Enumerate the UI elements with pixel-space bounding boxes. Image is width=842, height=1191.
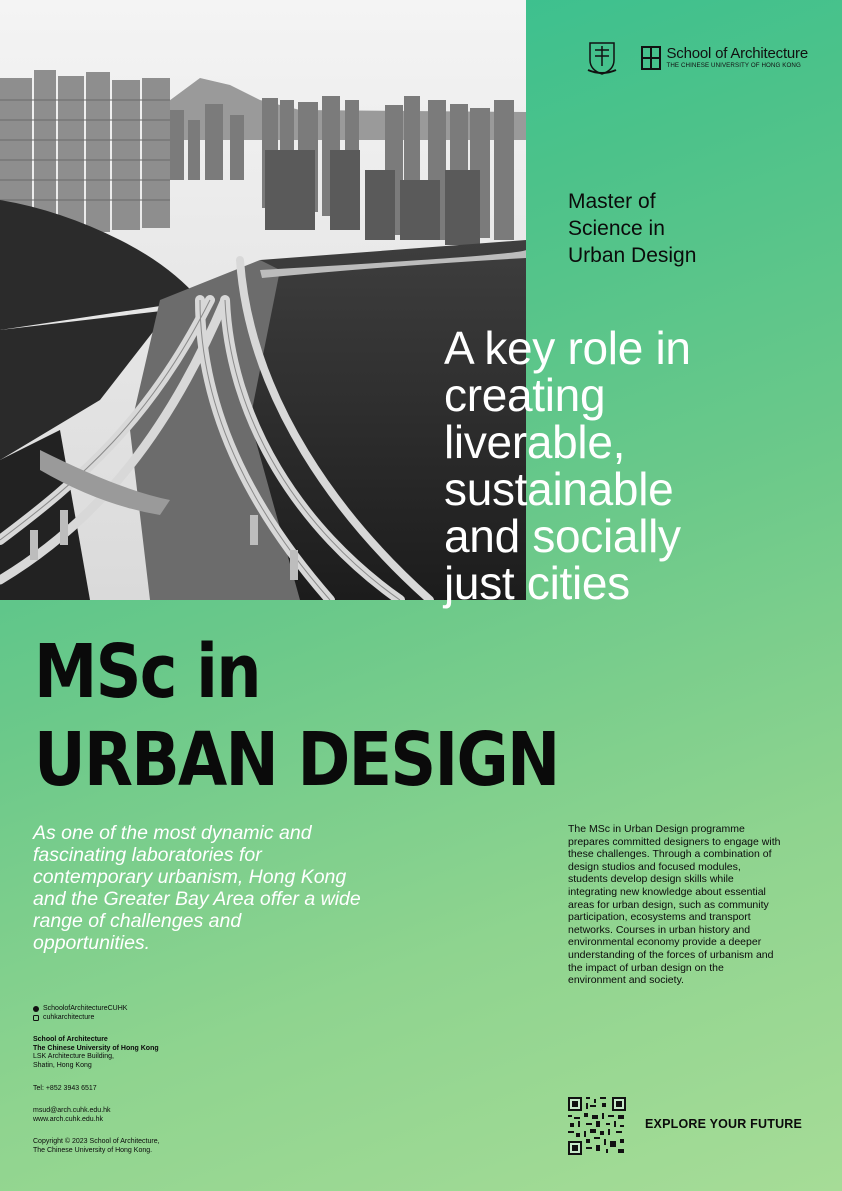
programme-name-line: Urban Design [568, 244, 697, 267]
intro-text: As one of the most dynamic and fascinating laboratories for contemporary urbanism, Hong Kong and the Greater Bay Area offer a wide range of challenges and opportunities. [33, 822, 361, 954]
tagline-line: just cities [444, 557, 630, 609]
tagline [444, 322, 842, 609]
qr-code-icon[interactable] [568, 1097, 626, 1155]
website-link[interactable]: www.arch.cuhk.edu.hk [33, 1115, 104, 1123]
header-logos [587, 40, 808, 76]
explore-cta[interactable]: EXPLORE YOUR FUTURE [645, 1117, 803, 1131]
instagram-link[interactable] [33, 1014, 273, 1023]
headline-line: MSc in [34, 629, 260, 715]
instagram-icon [33, 1015, 39, 1021]
facebook-icon [33, 1006, 39, 1012]
school-logo-subtitle: THE CHINESE UNIVERSITY OF HONG KONG [666, 62, 801, 70]
headline [34, 628, 559, 804]
copyright: The Chinese University of Hong Kong. [33, 1146, 153, 1154]
copyright: Copyright © 2023 School of Architecture, [33, 1138, 160, 1146]
email-link[interactable]: msud@arch.cuhk.edu.hk [33, 1107, 111, 1115]
programme-description: The MSc in Urban Design programme prepares committed designers to engage with these challenges. Through a combination of design studios and focused modules, students develop design skills while integrating new knowledge about essential areas for urban design, such as community participation, ecosystems and transport networks. Courses in urban history and environmental economy provide a deeper understanding of the forces of urbanism and the impact of urban design on the environment and society. [568, 823, 781, 987]
school-logo [641, 46, 808, 70]
tagline-line: sustainable [444, 463, 674, 515]
tagline-line: creating [444, 369, 606, 421]
tagline-line: A key role in [444, 322, 691, 374]
org-name: School of Architecture [33, 1036, 108, 1044]
address-line: LSK Architecture Building, [33, 1053, 114, 1061]
school-logo-title: School of Architecture [666, 45, 808, 63]
tagline-line: and socially [444, 510, 681, 562]
instagram-handle: cuhkarchitecture [43, 1013, 95, 1021]
telephone: Tel: +852 3943 6517 [33, 1084, 97, 1092]
programme-name-line: Science in [568, 217, 665, 240]
cuhk-crest-icon [587, 40, 617, 76]
contact-block [33, 1005, 273, 1156]
facebook-handle: SchoolofArchitectureCUHK [43, 1005, 128, 1012]
facebook-link[interactable] [33, 1005, 273, 1014]
programme-name-line: Master of [568, 190, 656, 213]
address-line: Shatin, Hong Kong [33, 1061, 92, 1069]
org-university: The Chinese University of Hong Kong [33, 1044, 159, 1052]
school-mark-icon [641, 46, 661, 70]
headline-line: URBAN DESIGN [34, 717, 559, 803]
tagline-line: liverable, [444, 416, 626, 468]
programme-name [568, 188, 768, 269]
